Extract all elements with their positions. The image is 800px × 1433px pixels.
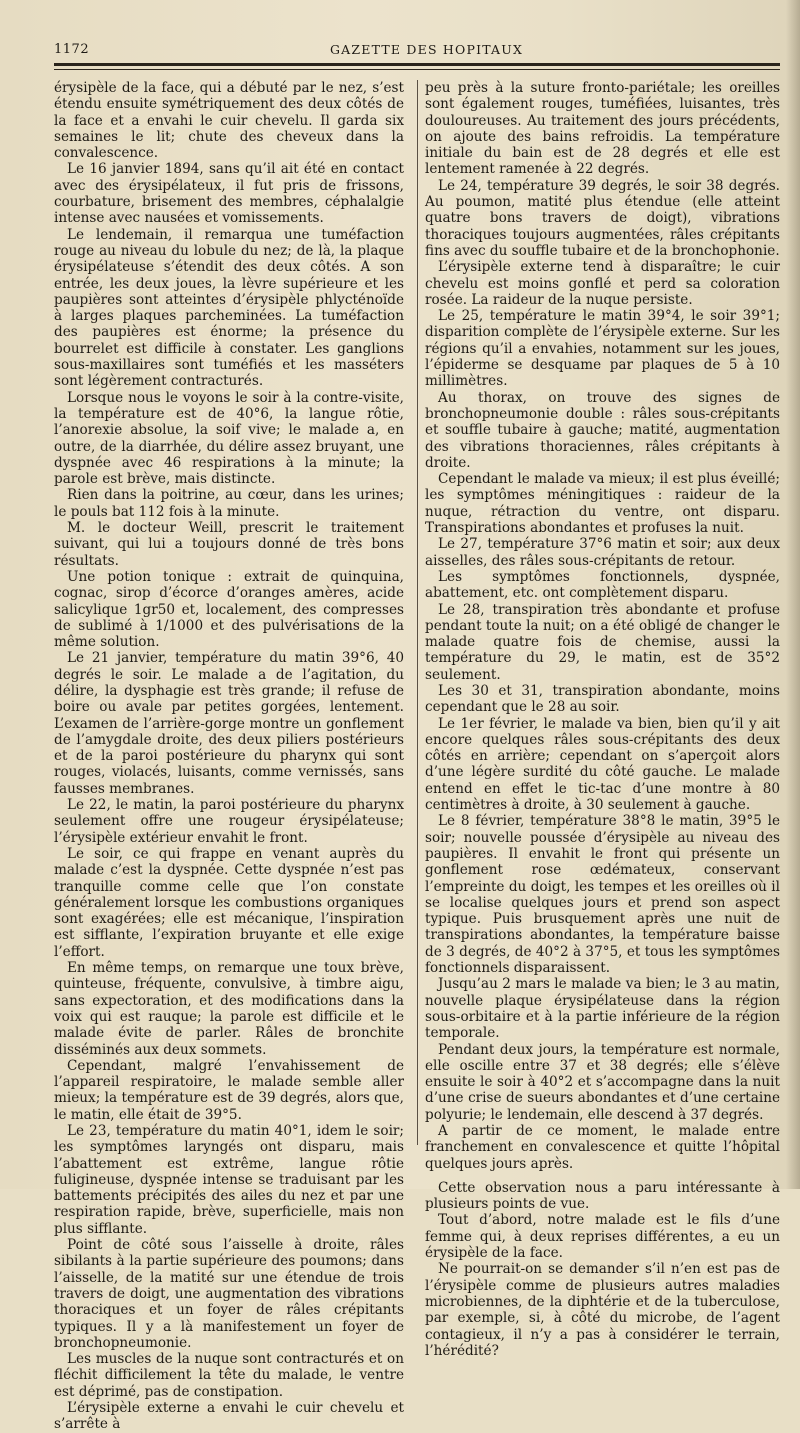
paragraph: L’érysipèle externe tend à disparaître; le cuir chevelu est moins gonflé et perd sa coloration rosée. La raideur de la nuque persiste.: [425, 259, 780, 308]
paragraph: Rien dans la poitrine, au cœur, dans les urines; le pouls bat 112 fois à la minute.: [54, 487, 404, 520]
paragraph: Les symptômes fonctionnels, dyspnée, abattement, etc. ont complètement disparu.: [425, 568, 780, 602]
paragraph: Le 27, température 37°6 matin et soir; aux deux aisselles, des râles sous-crépitants de retour.: [425, 536, 780, 569]
left-column: [54, 80, 404, 1433]
paragraph: Tout d’abord, notre malade est le fils d’une femme qui, à deux reprises différentes, a eu un érysipèle de la face.: [425, 1212, 780, 1262]
paragraph: Cependant le malade va mieux; il est plus éveillé; les symptômes méningitiques : raideur de la nuque, rétraction du ventre, ont disparu. Transpirations abondantes et profuses la nuit.: [425, 471, 780, 537]
paragraph: Cette observation nous a paru intéressante à plusieurs points de vue.: [425, 1179, 780, 1213]
paragraph: Une potion tonique : extrait de quinquina, cognac, sirop d’écorce d’oranges amères, acide salicylique 1gr50 et, localement, des compresses de sublimé à 1/1000 et des pulvérisations de la même solution.: [54, 568, 404, 651]
paragraph: Le 28, transpiration très abondante et profuse pendant toute la nuit; on a été obligé de changer le malade quatre fois de chemise, aussi la température du 29, le matin, est de 35°2 seulement.: [425, 601, 780, 683]
paragraph: Le lendemain, il remarqua une tuméfaction rouge au niveau du lobule du nez; de là, la plaque érysipélateuse s’étendit des deux côtés. A son entrée, les deux joues, la lèvre supérieure et les paupières sont atteintes d’érysipèle phlycténoïde à larges plaques parcheminées. La tuméfaction des paupières est énorme; la présence du bourrelet est difficile à constater. Les ganglions sous-maxillaires sont tuméfiés et les masséters sont légèrement contracturés.: [54, 226, 404, 390]
right-column: [425, 80, 780, 1359]
paragraph: Le 24, température 39 degrés, le soir 38 degrés. Au poumon, matité plus étendue (elle atteint quatre bons travers de doigt), vibrations thoraciques toujours augmentées, râles crépitants fins avec du souffle tubaire et de la bronchophonie.: [425, 177, 780, 259]
paragraph: Au thorax, on trouve des signes de bronchopneumonie double : râles sous-crépitants et souffle tubaire à gauche; matité, augmentation des vibrations thoraciennes, râles crépitants à droite.: [425, 389, 780, 471]
paragraph: Le 8 février, température 38°8 le matin, 39°5 le soir; nouvelle poussée d’érysipèle au niveau des paupières. Il envahit le front qui présente un gonflement rose œdémateux, conservant l’empreinte du doigt, les tempes et les oreilles où il se localise quelques jours et prend son aspect typique. Puis brusquement après une nuit de transpirations abondantes, la température baisse de 3 degrés, de 40°2 à 37°5, et tous les symptômes fonctionnels disparaissent.: [425, 813, 780, 977]
paragraph: Le 1er février, le malade va bien, bien qu’il y ait encore quelques râles sous-crépitants des deux côtés en arrière; cependant on s’aperçoit alors d’une légère surdité du côté gauche. Le malade entend en effet le tic-tac d’une montre à 80 centimètres à droite, à 30 seulement à gauche.: [425, 715, 780, 814]
paragraph: Point de côté sous l’aisselle à droite, râles sibilants à la partie supérieure des poumons; dans l’aisselle, de la matité sur une étendue de trois travers de doigt, une augmentation des vibrations thoraciques et un foyer de râles crépitants typiques. Il y a là manifestement un foyer de bronchopneumonie.: [54, 1237, 404, 1351]
running-head-title: GAZETTE DES HOPITAUX: [330, 42, 524, 57]
paragraph: peu près à la suture fronto-pariétale; les oreilles sont également rouges, tuméfiées, luisantes, très douloureuses. Au traitement des jours précédents, on ajoute des bains refroidis. La température initiale du bain est de 28 degrés et elle est lentement ramenée à 22 degrés.: [425, 80, 780, 178]
paragraph: Le soir, ce qui frappe en venant auprès du malade c’est la dyspnée. Cette dyspnée n’est pas tranquille comme celle que l’on constate généralement lorsque les combustions organiques sont exagérées; elle est mécanique, l’inspiration est sifflante, l’expiration bruyante et elle exige l’effort.: [54, 845, 404, 960]
paragraph: Le 21 janvier, température du matin 39°6, 40 degrés le soir. Le malade a de l’agitation, du délire, la dysphagie est très grande; il refuse de boire ou avale par petites gorgées, lentement. L’examen de l’arrière-gorge montre un gonflement de l’amygdale droite, des deux piliers postérieurs et de la paroi postérieure du pharynx qui sont rouges, violacés, luisants, comme vernissés, sans fausses membranes.: [54, 650, 404, 797]
paragraph: Le 22, le matin, la paroi postérieure du pharynx seulement offre une rougeur érysipélateuse; l’érysipèle extérieur envahit le front.: [54, 797, 404, 846]
paragraph: Le 16 janvier 1894, sans qu’il ait été en contact avec des érysipélateux, il fut pris de frissons, courbature, brisement des membres, céphalalgie intense avec nausées et vomissements.: [54, 161, 404, 227]
paragraph: L’érysipèle externe a envahi le cuir chevelu et s’arrête à: [54, 1400, 404, 1433]
paragraph: Le 23, température du matin 40°1, idem le soir; les symptômes laryngés ont disparu, mais l’abattement est extrême, langue rôtie fuligineuse, dyspnée intense se traduisant par les battements précipités des ailes du nez et par une respiration rapide, brève, superficielle, mais non plus sifflante.: [54, 1123, 404, 1237]
paragraph: Pendant deux jours, la température est normale, elle oscille entre 37 et 38 degrés; elle s’élève ensuite le soir à 40°2 et s’accompagne dans la nuit d’une crise de sueurs abondantes et d’une certaine polyurie; le lendemain, elle descend à 37 degrés.: [425, 1041, 780, 1123]
header-rule-thin: [54, 69, 780, 70]
paragraph: A partir de ce moment, le malade entre franchement en convalescence et quitte l’hôpital quelques jours après.: [425, 1123, 780, 1172]
header-rule-thick: [54, 63, 780, 66]
paragraph: Jusqu’au 2 mars le malade va bien; le 3 au matin, nouvelle plaque érysipélateuse dans la région sous-orbitaire et à la partie inférieure de la région temporale.: [425, 976, 780, 1042]
column-divider: [417, 80, 418, 1145]
paragraph: Lorsque nous le voyons le soir à la contre-visite, la température est de 40°6, la langue rôtie, l’anorexie absolue, la soif vive; le malade a, en outre, de la diarrhée, du délire assez bruyant, une dyspnée avec 46 respirations à la minute; la parole est brève, mais distincte.: [54, 389, 404, 488]
paragraph: Le 25, température le matin 39°4, le soir 39°1; disparition complète de l’érysipèle externe. Sur les régions qu’il a envahies, notamment sur les joues, l’épiderme se desquame par plaques de 5 à 10 millimètres.: [425, 308, 780, 390]
paragraph: M. le docteur Weill, prescrit le traitement suivant, qui lui a toujours donné de très bons résultats.: [54, 520, 404, 569]
page-edge-shadow: [786, 0, 800, 1189]
paragraph: Les 30 et 31, transpiration abondante, moins cependant que le 28 au soir.: [425, 682, 780, 716]
paragraph: Les muscles de la nuque sont contracturés et on fléchit difficilement la tête du malade, le ventre est déprimé, pas de constipation.: [54, 1351, 404, 1400]
paragraph: Cependant, malgré l’envahissement de l’appareil respiratoire, le malade semble aller mieux; la température est de 39 degrés, alors que, le matin, elle était de 39°5.: [54, 1057, 404, 1123]
paragraph: érysipèle de la face, qui a débuté par le nez, s’est étendu ensuite symétriquement des deux côtés de la face et a envahi le cuir chevelu. Il garda six semaines le lit; chute des cheveux dans la convalescence.: [54, 80, 404, 162]
paragraph: En même temps, on remarque une toux brève, quinteuse, fréquente, convulsive, à timbre aigu, sans expectoration, et des modifications dans la voix qui est rauque; la parole est difficile et le malade évite de parler. Râles de bronchite disséminés aux deux sommets.: [54, 960, 404, 1058]
paragraph: Ne pourrait-on se demander s’il n’en est pas de l’érysipèle comme de plusieurs autres maladies microbiennes, de la diphtérie et de la tuberculose, par exemple, si, à côté du microbe, de l’agent contagieux, il n’y a pas à considérer le terrain, l’hérédité?: [425, 1261, 780, 1359]
page-number: 1172: [54, 42, 90, 57]
